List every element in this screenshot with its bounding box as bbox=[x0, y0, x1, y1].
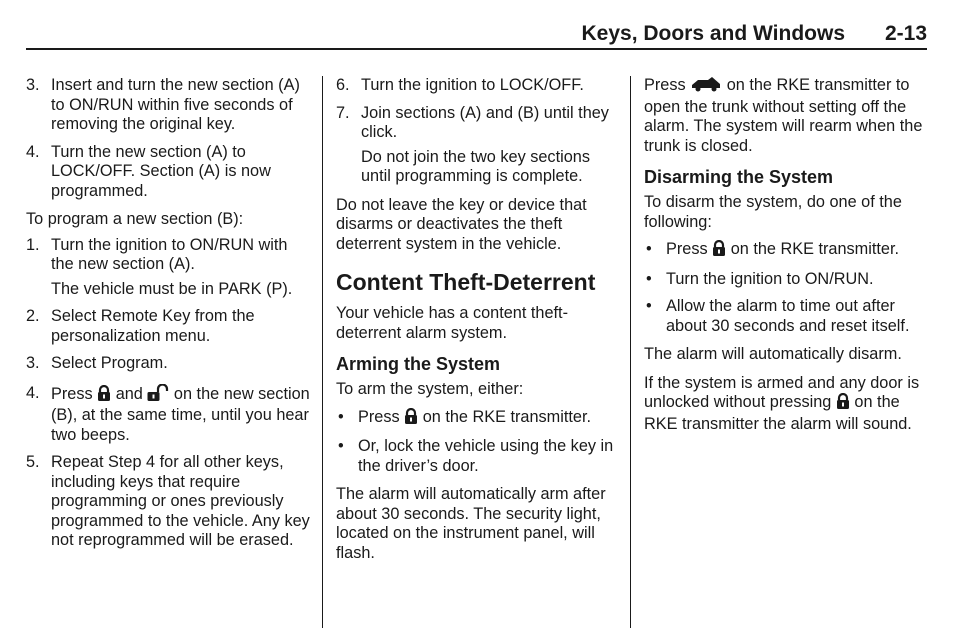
list-item bbox=[26, 307, 311, 346]
lock-icon bbox=[404, 408, 418, 430]
list-item bbox=[336, 408, 621, 430]
list-item bbox=[26, 236, 311, 275]
step-number: 7. bbox=[336, 103, 350, 122]
bullet: • bbox=[338, 407, 344, 426]
bullet-text: Turn the ignition to ON/RUN. bbox=[666, 269, 874, 288]
page-header bbox=[26, 18, 927, 50]
column-2 bbox=[336, 76, 621, 563]
step-text: Turn the ignition to LOCK/OFF. bbox=[361, 76, 584, 94]
bullet: • bbox=[646, 269, 652, 288]
chapter-title: Keys, Doors and Windows bbox=[581, 22, 845, 45]
disarming-intro: To disarm the system, do one of the following: bbox=[644, 193, 902, 231]
paragraph-text: on the RKE transmitter to open the trunk without setting off the alarm. The system will rearm when the trunk is closed. bbox=[644, 76, 923, 155]
paragraph-text: Press bbox=[644, 76, 686, 94]
unlock-icon bbox=[147, 384, 169, 407]
disarming-heading: Disarming the System bbox=[644, 167, 834, 187]
step-number: 1. bbox=[26, 235, 40, 254]
intro-text: Your vehicle has a content theft-deterrent alarm system. bbox=[336, 304, 569, 342]
step-text: Select Program. bbox=[51, 354, 168, 372]
list-item bbox=[26, 384, 311, 446]
armed-paragraph bbox=[644, 374, 934, 435]
step-text: Turn the ignition to ON/RUN with the new section (A). bbox=[51, 235, 288, 273]
step-text: Insert and turn the new section (A) to ON/RUN within five seconds of removing the original key. bbox=[51, 76, 300, 133]
step-number: 5. bbox=[26, 453, 40, 471]
step-number: 4. bbox=[26, 142, 40, 161]
bullet-text: on the RKE transmitter. bbox=[422, 407, 592, 426]
warning-text: Do not leave the key or device that disarms or deactivates the theft deterrent system in the vehicle. bbox=[336, 195, 587, 253]
page-number: 2-13 bbox=[884, 22, 927, 45]
trunk-icon bbox=[690, 76, 722, 98]
column-1 bbox=[26, 76, 311, 551]
list-item bbox=[644, 297, 934, 336]
column-3 bbox=[644, 76, 934, 434]
list-item bbox=[336, 76, 621, 96]
step-number: 4. bbox=[26, 383, 40, 402]
list-item bbox=[336, 104, 621, 143]
step-number: 3. bbox=[26, 354, 40, 372]
step-number: 3. bbox=[26, 76, 40, 94]
column-divider bbox=[630, 76, 631, 628]
bullet-text: Or, lock the vehicle using the key in the driver’s door. bbox=[358, 437, 614, 475]
list-item bbox=[644, 270, 934, 290]
column-divider bbox=[322, 76, 323, 628]
step-text: Press bbox=[51, 384, 93, 403]
step-number: 6. bbox=[336, 76, 350, 94]
lock-icon bbox=[836, 393, 850, 415]
bullet-text: Allow the alarm to time out after about 30 seconds and reset itself. bbox=[666, 297, 910, 335]
step-text: on the new section (B), at the same time, until you hear two beeps. bbox=[51, 384, 310, 444]
auto-disarm-text: The alarm will automatically disarm. bbox=[644, 345, 902, 363]
bullet: • bbox=[646, 240, 652, 258]
bullet-text: on the RKE transmitter. bbox=[730, 240, 900, 258]
step-number: 2. bbox=[26, 307, 40, 325]
bullet: • bbox=[646, 297, 652, 315]
step-text: Repeat Step 4 for all other keys, including keys that require programming or ones previously programmed to the vehicle. Any key not reprogrammed will be erased. bbox=[51, 453, 310, 549]
list-item bbox=[336, 437, 621, 476]
step-note: Do not join the two key sections until programming is complete. bbox=[361, 147, 590, 185]
arming-heading: Arming the System bbox=[336, 354, 501, 374]
step-text: Join sections (A) and (B) until they click. bbox=[361, 103, 609, 141]
step-text: Select Remote Key from the personalization menu. bbox=[51, 307, 255, 345]
arming-result: The alarm will automatically arm after about 30 seconds. The security light, located on the instrument panel, will flash. bbox=[336, 485, 606, 562]
bullet: • bbox=[338, 437, 344, 455]
step-note: The vehicle must be in PARK (P). bbox=[51, 279, 293, 298]
step-text: and bbox=[115, 384, 143, 403]
paragraph-text: If the system is armed and any door is unlocked without pressing bbox=[644, 373, 920, 411]
arming-intro: To arm the system, either: bbox=[336, 380, 524, 398]
lock-icon bbox=[712, 240, 726, 262]
section-heading: Content Theft-Deterrent bbox=[336, 269, 596, 295]
lock-icon bbox=[97, 385, 111, 407]
list-item bbox=[26, 143, 311, 202]
step-text: Turn the new section (A) to LOCK/OFF. Section (A) is now programmed. bbox=[51, 142, 271, 200]
trunk-paragraph bbox=[644, 76, 934, 156]
list-item bbox=[26, 453, 311, 551]
program-b-intro: To program a new section (B): bbox=[26, 210, 244, 228]
bullet-text: Press bbox=[666, 240, 708, 258]
list-item bbox=[26, 76, 311, 135]
paragraph-text: on the RKE transmitter the alarm will sound. bbox=[644, 393, 912, 433]
list-item bbox=[26, 354, 311, 374]
list-item bbox=[644, 240, 934, 262]
bullet-text: Press bbox=[358, 407, 400, 426]
